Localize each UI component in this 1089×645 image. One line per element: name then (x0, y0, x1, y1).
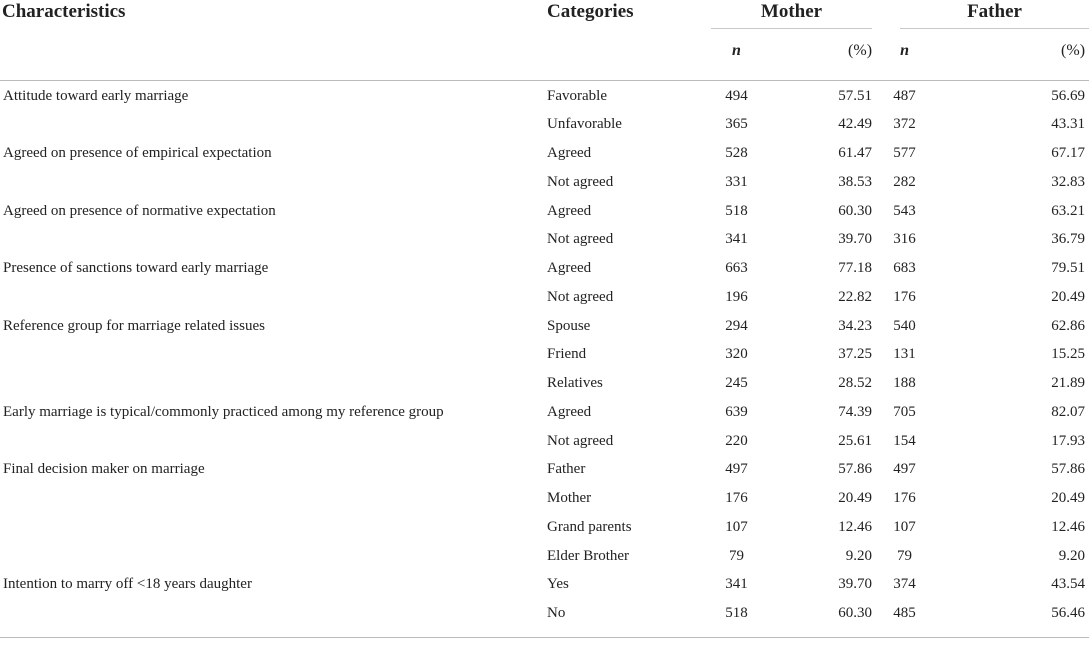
characteristic-cell (0, 598, 545, 627)
table-body (0, 81, 1089, 627)
mother-pct-cell: 60.30 (838, 202, 873, 219)
table-row (0, 282, 1089, 311)
mother-n-cell: 639 (725, 403, 748, 420)
table-row (0, 483, 1089, 512)
mother-n-cell: 245 (725, 375, 748, 391)
category-cell: Father (547, 461, 586, 478)
characteristic-cell (0, 282, 545, 311)
father-pct-cell: 20.49 (1051, 490, 1086, 506)
mother-pct-cell: 61.47 (838, 145, 873, 161)
category-cell: No (547, 605, 566, 621)
mother-pct-cell: 57.51 (838, 88, 873, 104)
category-cell: Favorable (547, 88, 607, 104)
category-cell: Spouse (547, 317, 591, 334)
characteristic-cell (0, 109, 545, 138)
father-pct-cell: 15.25 (1051, 346, 1086, 363)
characteristic-cell: Final decision maker on marriage (3, 461, 205, 478)
father-pct-cell: 20.49 (1051, 288, 1086, 305)
mother-n-cell: 320 (725, 346, 748, 363)
father-n-cell: 154 (893, 432, 916, 449)
father-n-cell: 316 (893, 231, 916, 248)
mother-pct-cell: 9.20 (845, 547, 873, 564)
father-n-header: n (900, 42, 909, 59)
mother-n-cell: 518 (725, 202, 748, 219)
mother-n-cell: 518 (725, 605, 748, 621)
mother-pct-cell: 42.49 (838, 116, 873, 133)
characteristic-cell (0, 167, 545, 196)
table-row (0, 569, 1089, 598)
mother-n-header: n (732, 42, 741, 59)
mother-header-label: Mother (711, 0, 872, 29)
characteristic-cell (0, 426, 545, 455)
table-row (0, 253, 1089, 282)
father-n-cell: 487 (893, 88, 916, 104)
mother-pct-cell: 12.46 (838, 518, 873, 535)
mother-n-cell: 79 (729, 547, 744, 564)
characteristic-cell (0, 339, 545, 368)
mother-n-cell: 331 (725, 173, 748, 190)
father-n-cell: 372 (893, 116, 916, 133)
father-n-cell: 683 (893, 260, 916, 276)
mother-n-cell: 497 (725, 461, 748, 478)
category-cell: Agreed (547, 260, 592, 276)
mother-pct-cell: 39.70 (838, 231, 873, 248)
characteristic-cell: Attitude toward early marriage (3, 88, 189, 104)
mother-n-cell: 341 (725, 231, 748, 248)
category-cell: Friend (547, 346, 587, 363)
mother-pct-cell: 60.30 (838, 605, 873, 621)
category-cell: Agreed (547, 403, 592, 420)
characteristic-cell: Presence of sanctions toward early marriage (3, 260, 269, 276)
characteristics-header: Characteristics (2, 1, 126, 22)
mother-n-cell: 196 (725, 288, 748, 305)
father-n-cell: 107 (893, 518, 916, 535)
mother-n-cell: 220 (725, 432, 748, 449)
characteristic-cell (0, 224, 545, 253)
father-pct-cell: 43.31 (1051, 116, 1086, 133)
father-pct-cell: 36.79 (1051, 231, 1086, 248)
category-cell: Not agreed (547, 288, 614, 305)
characteristic-cell (0, 368, 545, 397)
father-pct-cell: 57.86 (1051, 461, 1086, 478)
father-pct-header: (%) (1061, 42, 1086, 59)
father-n-cell: 79 (897, 547, 913, 564)
mother-n-cell: 176 (725, 490, 748, 506)
father-pct-cell: 56.69 (1051, 88, 1086, 104)
table-row (0, 426, 1089, 455)
table-row (0, 339, 1089, 368)
mother-n-cell: 494 (725, 88, 748, 104)
mother-n-cell: 663 (725, 260, 748, 276)
father-n-cell: 540 (893, 317, 916, 334)
father-n-cell: 577 (893, 145, 916, 161)
father-pct-cell: 32.83 (1051, 173, 1086, 190)
category-cell: Not agreed (547, 231, 614, 248)
mother-pct-cell: 28.52 (838, 375, 873, 391)
mother-pct-cell: 22.82 (838, 288, 873, 305)
father-pct-cell: 9.20 (1058, 547, 1086, 564)
mother-pct-cell: 25.61 (838, 432, 873, 449)
mother-n-cell: 341 (725, 576, 748, 593)
table-row (0, 512, 1089, 541)
category-cell: Not agreed (547, 432, 614, 449)
table-row (0, 196, 1089, 225)
father-pct-cell: 62.86 (1051, 317, 1086, 334)
mother-pct-header: (%) (848, 42, 873, 59)
father-header (876, 0, 1089, 30)
mother-pct-cell: 77.18 (838, 260, 873, 276)
table-row (0, 81, 1089, 110)
table-row (0, 454, 1089, 483)
father-n-cell: 176 (893, 490, 916, 506)
father-n-cell: 282 (893, 173, 916, 190)
father-n-cell: 131 (893, 346, 916, 363)
father-pct-cell: 17.93 (1051, 432, 1086, 449)
mother-n-cell: 365 (725, 116, 748, 133)
category-cell: Grand parents (547, 518, 632, 535)
mother-pct-cell: 74.39 (838, 403, 873, 420)
characteristic-cell: Early marriage is typical/commonly practiced among my reference group (3, 403, 444, 420)
mother-n-cell: 528 (725, 145, 748, 161)
table-row (0, 167, 1089, 196)
characteristic-cell: Reference group for marriage related issues (3, 317, 265, 334)
mother-pct-cell: 38.53 (838, 173, 873, 190)
category-cell: Agreed (547, 145, 592, 161)
table-bottom-rule (0, 627, 1089, 638)
father-n-cell: 485 (893, 605, 916, 621)
characteristic-cell (0, 512, 545, 541)
father-pct-cell: 21.89 (1051, 375, 1086, 391)
table-row (0, 224, 1089, 253)
table-row (0, 368, 1089, 397)
mother-header (709, 0, 876, 30)
mother-pct-cell: 37.25 (838, 346, 873, 363)
table-row (0, 109, 1089, 138)
father-pct-cell: 12.46 (1051, 518, 1086, 535)
table-row (0, 311, 1089, 340)
table-row (0, 397, 1089, 426)
characteristic-cell: Agreed on presence of empirical expectation (3, 145, 272, 161)
father-n-cell: 188 (893, 375, 916, 391)
header-row (0, 0, 1089, 30)
father-pct-cell: 56.46 (1051, 605, 1086, 621)
father-pct-cell: 43.54 (1051, 576, 1086, 593)
characteristic-cell: Intention to marry off <18 years daughter (3, 576, 252, 593)
father-n-cell: 176 (893, 288, 916, 305)
categories-header: Categories (547, 1, 634, 22)
mother-pct-cell: 20.49 (838, 490, 873, 506)
father-pct-cell: 63.21 (1051, 202, 1086, 219)
category-cell: Yes (547, 576, 569, 593)
mother-n-cell: 107 (725, 518, 748, 535)
characteristic-cell: Agreed on presence of normative expectation (3, 202, 276, 219)
father-n-cell: 705 (893, 403, 916, 420)
category-cell: Relatives (547, 375, 603, 391)
characteristic-cell (0, 483, 545, 512)
category-cell: Agreed (547, 202, 592, 219)
category-cell: Unfavorable (547, 116, 622, 133)
table-row (0, 598, 1089, 627)
father-n-cell: 374 (893, 576, 916, 593)
characteristic-cell (0, 541, 545, 570)
mother-pct-cell: 39.70 (838, 576, 873, 593)
category-cell: Not agreed (547, 173, 614, 190)
father-pct-cell: 79.51 (1051, 260, 1086, 276)
father-n-cell: 497 (893, 461, 916, 478)
mother-pct-cell: 34.23 (838, 317, 873, 334)
father-pct-cell: 67.17 (1051, 145, 1086, 161)
father-header-label: Father (900, 0, 1089, 29)
mother-n-cell: 294 (725, 317, 748, 334)
father-n-cell: 543 (893, 202, 916, 219)
mother-pct-cell: 57.86 (838, 461, 873, 478)
father-pct-cell: 82.07 (1051, 403, 1086, 420)
table-row (0, 138, 1089, 167)
category-cell: Elder Brother (547, 547, 630, 564)
table-row (0, 541, 1089, 570)
category-cell: Mother (547, 490, 592, 506)
